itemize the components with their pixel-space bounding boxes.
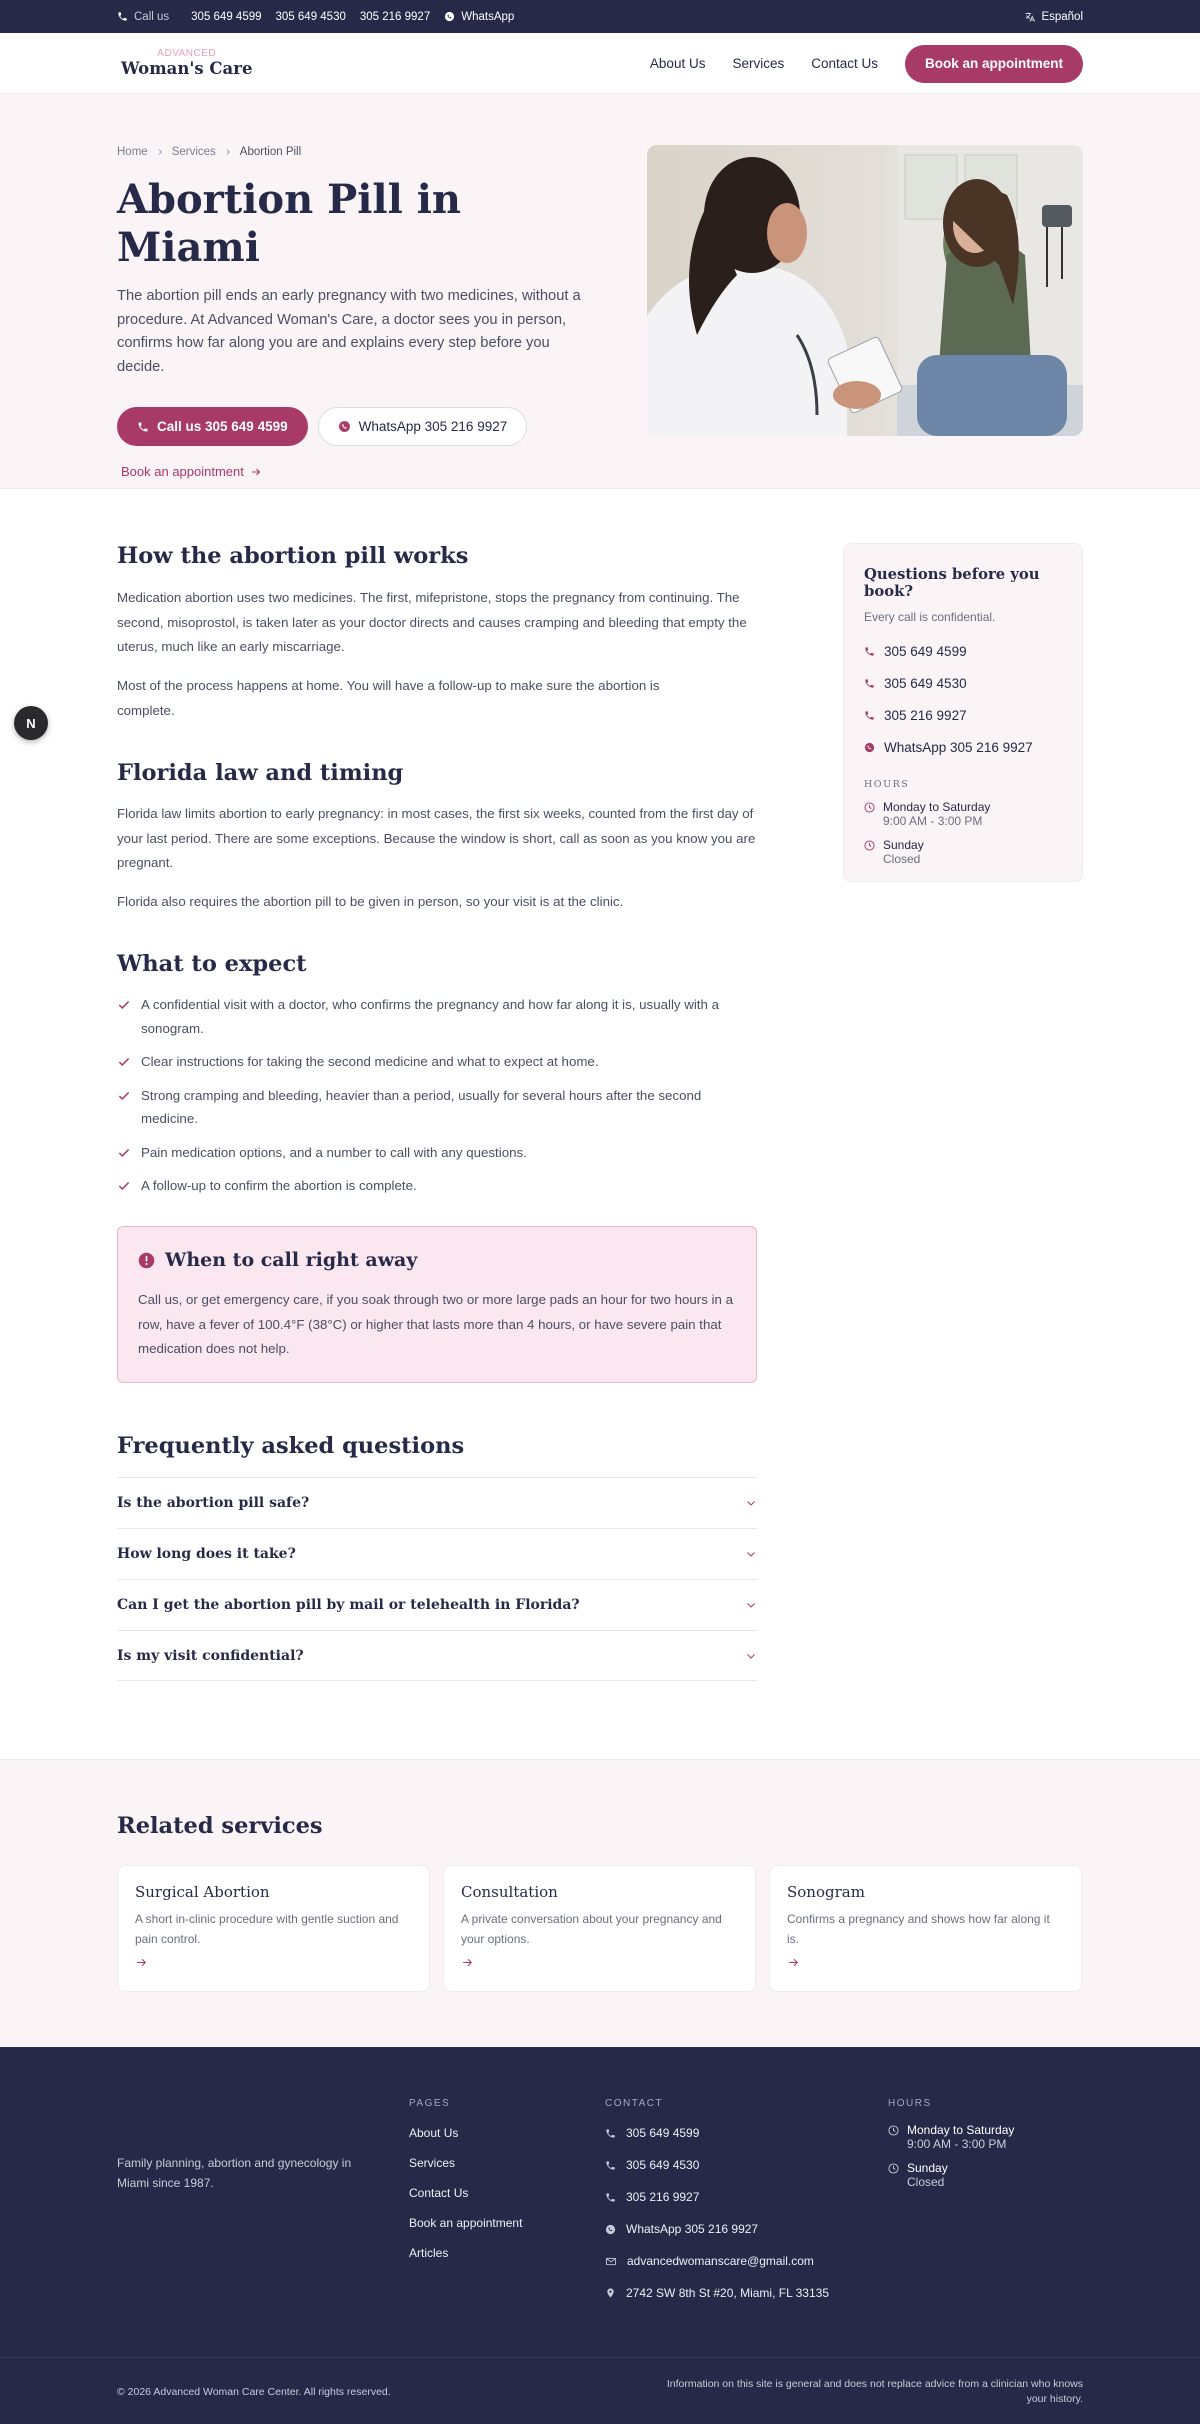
breadcrumb <box>117 146 617 158</box>
arrow-right-icon <box>135 1956 148 1969</box>
breadcrumb-home[interactable]: Home <box>117 146 148 158</box>
page-title: Abortion Pill in Miami <box>117 176 461 271</box>
hero-book-link-label: Book an appointment <box>121 464 244 479</box>
footer-link-articles[interactable]: Articles <box>409 2246 449 2260</box>
how-it-works-paragraph-2: Most of the process happens at home. You will have a follow-up to make sure the abortion is complete. <box>117 678 660 718</box>
footer-phone-1[interactable] <box>605 2126 829 2140</box>
list-item-text: A follow-up to confirm the abortion is complete. <box>141 1178 417 1193</box>
footer-hours-day: Monday to Saturday <box>907 2123 1015 2137</box>
what-to-expect-heading: What to expect <box>117 951 307 977</box>
clock-icon <box>864 840 875 851</box>
whatsapp-icon <box>605 2224 616 2235</box>
topbar-phone-1[interactable]: 305 649 4599 <box>191 10 262 23</box>
florida-law-paragraph-1: Florida law limits abortion to early pregnancy: in most cases, the first six weeks, counted from the first day of your last period. There are some exceptions. Because the window is short, call as soon as you know you are pregnant. <box>117 806 756 870</box>
footer-disclaimer: Information on this site is general and does not replace advice from a clinician who knows your history. <box>666 2378 1083 2405</box>
footer-link-about-us[interactable]: About Us <box>409 2126 459 2140</box>
sidebar-phone-label: 305 649 4530 <box>884 676 967 691</box>
footer-phone-2[interactable] <box>605 2158 829 2172</box>
hero-lead: The abortion pill ends an early pregnancy with two medicines, without a procedure. At Advanced Woman's Care, a doctor sees you in person, confirms how far along you are and explains every step before you decide. <box>117 288 581 375</box>
list-item-text: Clear instructions for taking the second medicine and what to expect at home. <box>141 1054 599 1069</box>
hours-day: Sunday <box>883 838 924 852</box>
call-us-group <box>117 11 177 23</box>
footer-hours-time: 9:00 AM - 3:00 PM <box>907 2137 1007 2151</box>
faq-item[interactable] <box>117 1630 757 1681</box>
chevron-down-icon <box>745 1548 757 1560</box>
logo[interactable] <box>121 48 252 79</box>
logo-main-text: Woman's Care <box>121 59 253 78</box>
related-services-heading: Related services <box>117 1813 323 1839</box>
footer-hours-time: Closed <box>907 2175 945 2189</box>
footer-phone-label: 305 216 9927 <box>626 2190 700 2204</box>
arrow-right-icon <box>787 1956 800 1969</box>
footer-hours-row <box>888 2123 1014 2151</box>
footer-link-book[interactable]: Book an appointment <box>409 2216 523 2230</box>
chevron-down-icon <box>745 1599 757 1611</box>
alert-icon <box>138 1252 155 1269</box>
florida-law-heading: Florida law and timing <box>117 760 404 786</box>
footer-bottom-bar <box>0 2357 1200 2424</box>
service-card-surgical-abortion[interactable] <box>117 1865 430 1992</box>
call-button[interactable] <box>117 407 308 446</box>
hours-row <box>864 800 1062 828</box>
footer-email[interactable] <box>605 2254 829 2268</box>
whatsapp-button[interactable] <box>318 407 528 446</box>
site-footer <box>0 2047 1200 2405</box>
topbar-phone-2[interactable]: 305 649 4530 <box>275 10 346 23</box>
phone-icon <box>605 2128 616 2139</box>
sidebar-phone-1[interactable] <box>864 644 1062 659</box>
footer-address-label: 2742 SW 8th St #20, Miami, FL 33135 <box>626 2286 829 2300</box>
service-card-desc: A private conversation about your pregnancy and your options. <box>461 1912 722 1946</box>
footer-hours-column <box>888 2098 1014 2189</box>
clock-icon <box>888 2125 899 2136</box>
warning-callout <box>117 1226 757 1383</box>
sidebar-whatsapp-label: WhatsApp 305 216 9927 <box>884 740 1033 755</box>
chevron-down-icon <box>745 1497 757 1509</box>
service-card-title: Consultation <box>461 1883 558 1901</box>
whatsapp-icon <box>338 420 351 433</box>
book-appointment-button[interactable]: Book an appointment <box>905 45 1083 83</box>
service-card-consultation[interactable] <box>443 1865 756 1992</box>
faq-question: Can I get the abortion pill by mail or telehealth in Florida? <box>117 1597 580 1613</box>
topbar-whatsapp-link[interactable] <box>444 11 514 23</box>
list-item <box>117 1084 757 1131</box>
check-icon <box>117 1146 131 1160</box>
hours-row <box>864 838 1062 866</box>
footer-contact-column <box>605 2098 829 2300</box>
language-label: Español <box>1041 10 1083 23</box>
list-item <box>117 993 757 1040</box>
main-nav <box>650 45 1083 83</box>
footer-hours-day: Sunday <box>907 2161 948 2175</box>
clock-icon <box>864 802 875 813</box>
sidebar-hours-label: HOURS <box>864 779 910 790</box>
arrow-right-icon <box>250 466 262 478</box>
check-icon <box>117 998 131 1012</box>
how-it-works-heading: How the abortion pill works <box>117 543 469 569</box>
top-bar <box>0 0 1200 33</box>
call-us-label: Call us <box>134 10 170 23</box>
faq-item[interactable] <box>117 1579 757 1630</box>
topbar-phone-3[interactable]: 305 216 9927 <box>359 10 431 23</box>
faq-item[interactable] <box>117 1477 757 1528</box>
hours-day: Monday to Saturday <box>883 800 991 814</box>
list-item-text: Strong cramping and bleeding, heavier than a period, usually for several hours after the second medicine. <box>141 1087 702 1126</box>
what-to-expect-list <box>117 993 757 1208</box>
breadcrumb-current: Abortion Pill <box>239 146 302 158</box>
contact-sidebar-card <box>843 543 1083 882</box>
footer-hours-label: HOURS <box>888 2098 932 2109</box>
chevron-down-icon <box>745 1650 757 1662</box>
fab-glyph: N <box>26 715 36 731</box>
service-card-title: Surgical Abortion <box>135 1883 270 1901</box>
topbar-whatsapp-label: WhatsApp <box>461 10 515 23</box>
logo-top-text: ADVANCED <box>157 48 217 59</box>
call-button-label: Call us 305 649 4599 <box>157 419 288 434</box>
how-it-works-paragraph-1: Medication abortion uses two medicines. The first, mifepristone, stops the pregnancy from continuing. The second, misoprostol, is taken later as your doctor directs and causes cramping and bleeding that empty the uterus, much like an early miscarriage. <box>117 590 747 654</box>
mail-icon <box>605 2256 617 2267</box>
chevron-right-icon <box>224 148 232 156</box>
phone-icon <box>864 678 875 689</box>
footer-hours-row <box>888 2161 1014 2189</box>
faq-list <box>117 1477 757 1681</box>
service-card-desc: Confirms a pregnancy and shows how far along it is. <box>787 1912 1050 1946</box>
faq-question: Is the abortion pill safe? <box>117 1495 310 1511</box>
language-switch[interactable] <box>1024 11 1083 23</box>
phone-icon <box>864 646 875 657</box>
nav-about-us[interactable]: About Us <box>649 56 706 71</box>
sidebar-phone-label: 305 216 9927 <box>884 708 967 723</box>
pin-icon <box>605 2287 616 2299</box>
phone-icon <box>864 710 875 721</box>
check-icon <box>117 1179 131 1193</box>
hero-section <box>0 94 1200 489</box>
breadcrumb-services[interactable]: Services <box>171 146 216 158</box>
service-card-desc: A short in-clinic procedure with gentle suction and pain control. <box>135 1912 399 1946</box>
phone-icon <box>117 11 128 22</box>
faq-heading: Frequently asked questions <box>117 1433 465 1459</box>
faq-question: How long does it take? <box>117 1546 296 1562</box>
site-header <box>0 33 1200 94</box>
footer-pages-column <box>409 2098 522 2260</box>
hero-photo-doctor-patient <box>647 145 1083 436</box>
sidebar-phone-label: 305 649 4599 <box>884 644 967 659</box>
hours-time: Closed <box>883 852 921 866</box>
florida-law-paragraph-2: Florida also requires the abortion pill to be given in person, so your visit is at the clinic. <box>117 894 624 909</box>
related-services-section <box>0 1759 1200 2047</box>
whatsapp-button-label: WhatsApp 305 216 9927 <box>358 419 508 434</box>
whatsapp-icon <box>864 742 875 753</box>
sidebar-whatsapp[interactable] <box>864 740 1062 755</box>
arrow-right-icon <box>461 1956 474 1969</box>
list-item <box>117 1050 757 1074</box>
footer-link-services[interactable]: Services <box>409 2156 456 2170</box>
footer-contact-label: CONTACT <box>605 2098 664 2109</box>
check-icon <box>117 1055 131 1069</box>
sidebar-title: Questions before you book? <box>864 566 1040 600</box>
warning-text: Call us, or get emergency care, if you soak through two or more large pads an hour for two hours in a row, have a fever of 100.4°F (38°C) or higher that lasts more than 4 hours, or have severe pain that medication does not help. <box>138 1292 733 1356</box>
list-item-text: Pain medication options, and a number to call with any questions. <box>141 1144 527 1160</box>
whatsapp-icon <box>444 11 455 22</box>
translate-icon <box>1024 11 1036 23</box>
phone-icon <box>605 2192 616 2203</box>
footer-link-contact-us[interactable]: Contact Us <box>409 2186 469 2200</box>
sidebar-phone-3[interactable] <box>864 708 1062 723</box>
check-icon <box>117 1089 131 1103</box>
phone-icon <box>605 2160 616 2171</box>
footer-whatsapp-label: WhatsApp 305 216 9927 <box>626 2222 759 2236</box>
footer-address[interactable] <box>605 2286 829 2300</box>
floating-app-button[interactable] <box>14 706 48 740</box>
hero-book-link[interactable] <box>121 464 617 479</box>
footer-tagline: Family planning, abortion and gynecology in Miami since 1987. <box>117 2156 352 2190</box>
footer-email-label: advancedwomanscare@gmail.com <box>627 2254 814 2268</box>
sidebar-subtitle: Every call is confidential. <box>864 610 996 624</box>
footer-pages-label: PAGES <box>409 2098 451 2109</box>
list-item <box>117 1141 757 1165</box>
clock-icon <box>888 2163 899 2174</box>
nav-contact-us[interactable]: Contact Us <box>811 56 878 71</box>
footer-whatsapp[interactable] <box>605 2222 829 2236</box>
main-content <box>0 489 1200 1759</box>
sidebar-phone-2[interactable] <box>864 676 1062 691</box>
nav-services[interactable]: Services <box>732 56 785 71</box>
service-card-title: Sonogram <box>787 1883 865 1901</box>
chevron-right-icon <box>156 148 164 156</box>
list-item <box>117 1174 757 1198</box>
faq-item[interactable] <box>117 1528 757 1579</box>
list-item-text: A confidential visit with a doctor, who confirms the pregnancy and how far along it is, usually with a sonogram. <box>141 997 719 1036</box>
footer-phone-label: 305 649 4530 <box>626 2158 700 2172</box>
footer-phone-3[interactable] <box>605 2190 829 2204</box>
footer-phone-label: 305 649 4599 <box>626 2126 700 2140</box>
phone-icon <box>137 421 149 433</box>
service-card-sonogram[interactable] <box>769 1865 1082 1992</box>
copyright: © 2026 Advanced Woman Care Center. All rights reserved. <box>117 2386 391 2398</box>
faq-question: Is my visit confidential? <box>117 1647 304 1664</box>
warning-title: When to call right away <box>165 1249 418 1271</box>
hours-time: 9:00 AM - 3:00 PM <box>883 814 983 828</box>
